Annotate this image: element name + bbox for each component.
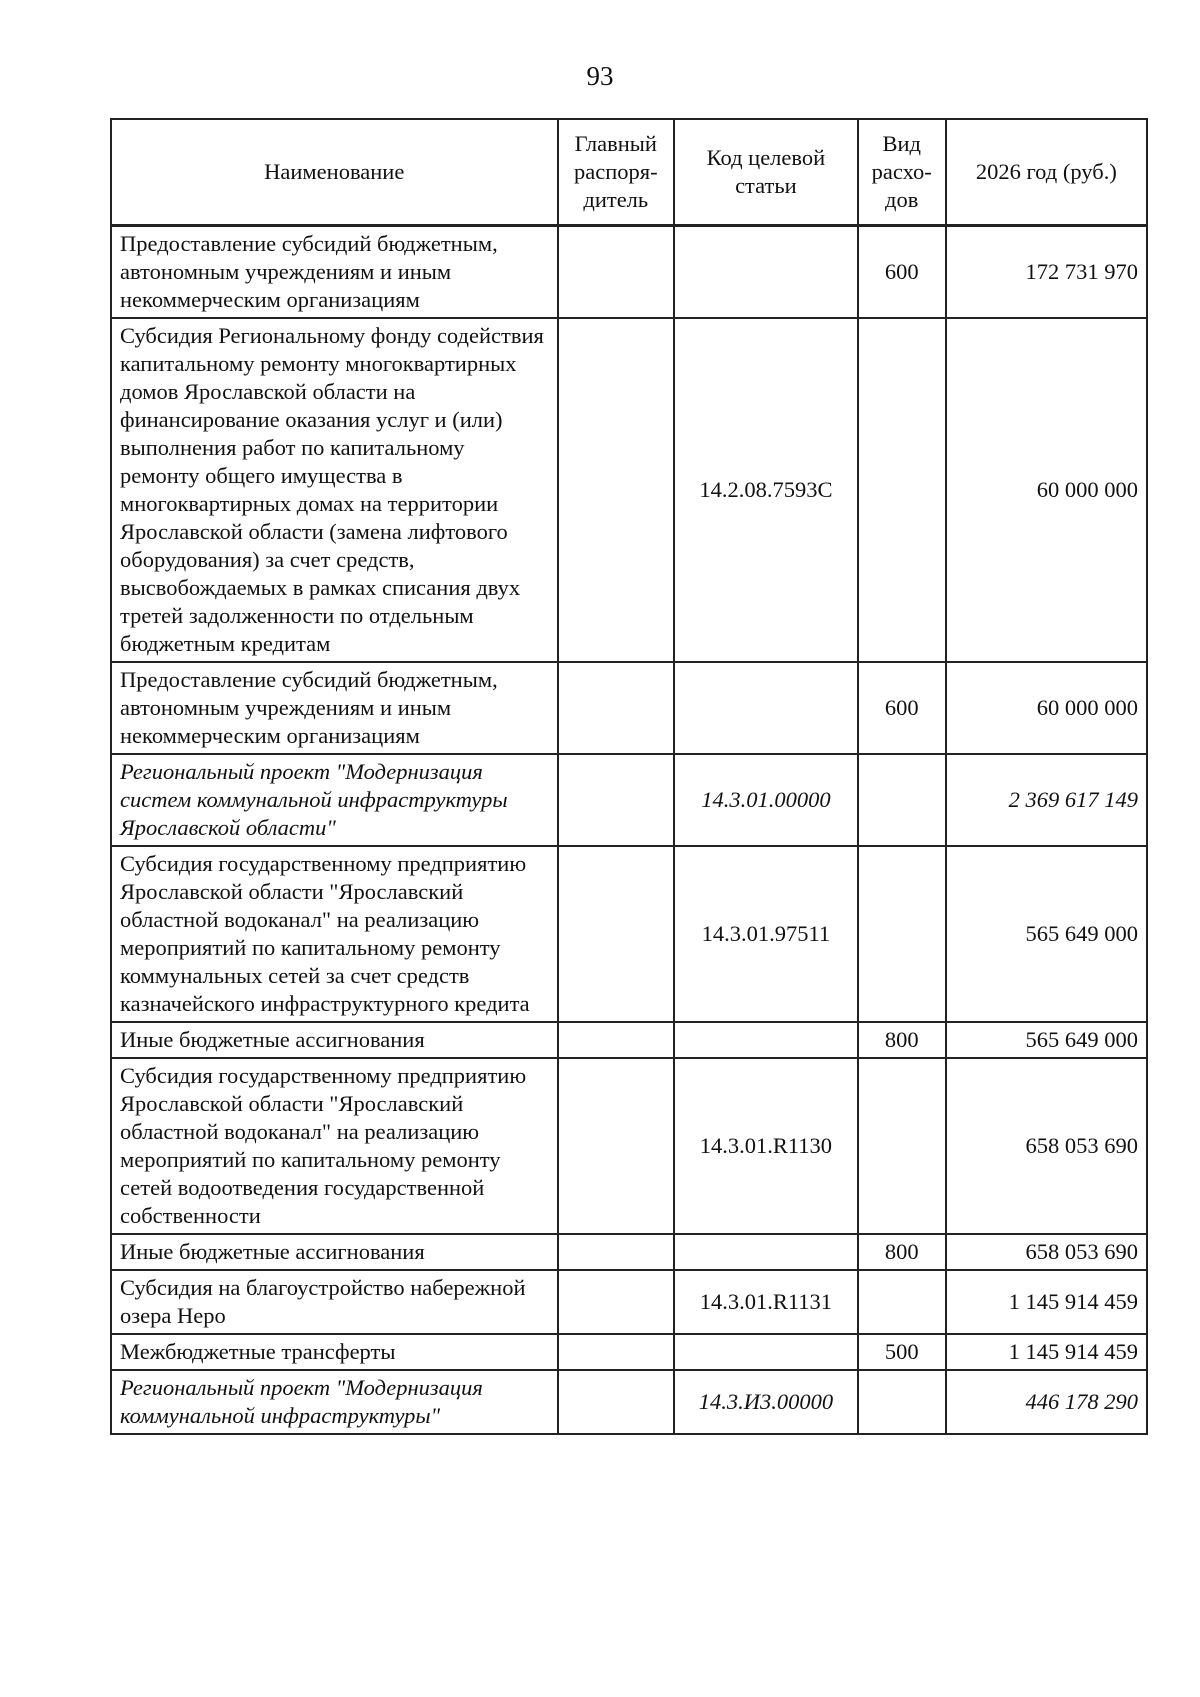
cell-admin (558, 754, 675, 846)
cell-name: Субсидия государственному предприятию Ярославской области "Ярославский областной водоканал" на реализацию мероприятий по капитальному ремонту сетей водоотведения государственной собственности (111, 1058, 558, 1234)
cell-kind: 800 (858, 1234, 946, 1270)
header-code: Код целевой статьи (674, 119, 858, 226)
cell-admin (558, 318, 675, 662)
cell-kind: 800 (858, 1022, 946, 1058)
cell-kind (858, 754, 946, 846)
cell-amount: 172 731 970 (946, 226, 1147, 319)
cell-kind: 500 (858, 1334, 946, 1370)
cell-admin (558, 1058, 675, 1234)
cell-kind (858, 1270, 946, 1334)
cell-amount: 60 000 000 (946, 662, 1147, 754)
cell-amount: 2 369 617 149 (946, 754, 1147, 846)
header-amount: 2026 год (руб.) (946, 119, 1147, 226)
cell-kind (858, 1058, 946, 1234)
cell-name: Региональный проект "Модернизация систем коммунальной инфраструктуры Ярославской области" (111, 754, 558, 846)
table-row (111, 846, 1147, 1022)
cell-code: 14.2.08.7593С (674, 318, 858, 662)
cell-admin (558, 1234, 675, 1270)
cell-code (674, 226, 858, 319)
cell-admin (558, 846, 675, 1022)
table-row (111, 662, 1147, 754)
cell-name: Субсидия государственному предприятию Ярославской области "Ярославский областной водоканал" на реализацию мероприятий по капитальному ремонту коммунальных сетей за счет средств казначейского инфраструктурного кредита (111, 846, 558, 1022)
cell-amount: 658 053 690 (946, 1058, 1147, 1234)
cell-code: 14.3.01.R1130 (674, 1058, 858, 1234)
page-number: 93 (586, 61, 614, 91)
cell-name: Иные бюджетные ассигнования (111, 1022, 558, 1058)
cell-amount: 446 178 290 (946, 1370, 1147, 1434)
cell-name: Предоставление субсидий бюджетным, автономным учреждениям и иным некоммерческим организациям (111, 662, 558, 754)
cell-code (674, 1022, 858, 1058)
cell-kind (858, 846, 946, 1022)
cell-code (674, 1234, 858, 1270)
cell-kind: 600 (858, 662, 946, 754)
cell-admin (558, 1370, 675, 1434)
cell-name: Субсидия на благоустройство набережной озера Неро (111, 1270, 558, 1334)
cell-amount: 1 145 914 459 (946, 1334, 1147, 1370)
table-row (111, 1370, 1147, 1434)
table-header-row (111, 119, 1147, 226)
cell-amount: 60 000 000 (946, 318, 1147, 662)
cell-admin (558, 226, 675, 319)
cell-code: 14.3.И3.00000 (674, 1370, 858, 1434)
table-row (111, 318, 1147, 662)
cell-kind: 600 (858, 226, 946, 319)
table-row (111, 754, 1147, 846)
cell-name: Иные бюджетные ассигнования (111, 1234, 558, 1270)
table-row (111, 226, 1147, 319)
cell-name: Предоставление субсидий бюджетным, автономным учреждениям и иным некоммерческим организациям (111, 226, 558, 319)
cell-amount: 1 145 914 459 (946, 1270, 1147, 1334)
budget-table (110, 118, 1148, 1435)
cell-code: 14.3.01.00000 (674, 754, 858, 846)
cell-admin (558, 662, 675, 754)
header-name: Наименование (111, 119, 558, 226)
cell-code: 14.3.01.R1131 (674, 1270, 858, 1334)
table-body (111, 226, 1147, 1435)
cell-amount: 658 053 690 (946, 1234, 1147, 1270)
table-row (111, 1234, 1147, 1270)
header-admin: Главный распоря-дитель (558, 119, 675, 226)
cell-kind (858, 1370, 946, 1434)
header-kind: Вид расхо-дов (858, 119, 946, 226)
table-row (111, 1058, 1147, 1234)
cell-name: Субсидия Региональному фонду содействия капитальному ремонту многоквартирных домов Ярославской области на финансирование оказания услуг и (или) выполнения работ по капитальному ремонту общего имущества в многоквартирных домах на территории Ярославской области (замена лифтового оборудования) за счет средств, высвобождаемых в рамках списания двух третей задолженности по отдельным бюджетным кредитам (111, 318, 558, 662)
cell-admin (558, 1270, 675, 1334)
cell-admin (558, 1334, 675, 1370)
cell-kind (858, 318, 946, 662)
cell-code (674, 662, 858, 754)
cell-amount: 565 649 000 (946, 846, 1147, 1022)
table-row (111, 1270, 1147, 1334)
table-row (111, 1022, 1147, 1058)
cell-amount: 565 649 000 (946, 1022, 1147, 1058)
table-row (111, 1334, 1147, 1370)
cell-code (674, 1334, 858, 1370)
cell-code: 14.3.01.97511 (674, 846, 858, 1022)
cell-admin (558, 1022, 675, 1058)
cell-name: Региональный проект "Модернизация коммунальной инфраструктуры" (111, 1370, 558, 1434)
cell-name: Межбюджетные трансферты (111, 1334, 558, 1370)
